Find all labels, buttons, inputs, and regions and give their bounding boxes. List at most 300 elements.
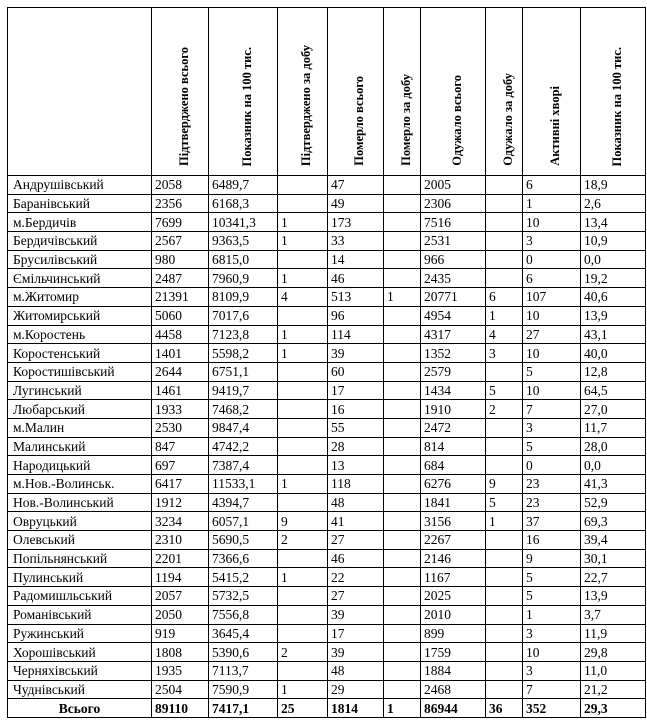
value-cell xyxy=(486,250,523,269)
region-name-cell: м.Нов.-Волинськ. xyxy=(8,475,152,494)
value-cell xyxy=(486,605,523,624)
region-name-cell: Чуднівський xyxy=(8,680,152,699)
region-name-cell: Пулинський xyxy=(8,568,152,587)
value-cell xyxy=(384,437,421,456)
value-cell: 814 xyxy=(421,437,486,456)
region-name-cell: Радомишльський xyxy=(8,587,152,606)
value-cell xyxy=(278,362,328,381)
value-cell xyxy=(384,493,421,512)
value-cell: 6 xyxy=(523,269,581,288)
value-cell: 7 xyxy=(523,400,581,419)
value-cell: 1 xyxy=(278,475,328,494)
value-cell: 1 xyxy=(523,194,581,213)
value-cell: 1 xyxy=(278,680,328,699)
value-cell: 513 xyxy=(328,288,384,307)
region-name-cell: Бердичівський xyxy=(8,232,152,251)
value-cell: 2005 xyxy=(421,176,486,195)
table-row xyxy=(8,344,646,363)
value-cell: 1 xyxy=(486,512,523,531)
value-cell: 1 xyxy=(486,306,523,325)
value-cell: 7017,6 xyxy=(209,306,278,325)
value-cell: 27 xyxy=(523,325,581,344)
value-cell: 10 xyxy=(523,643,581,662)
value-cell: 13,9 xyxy=(581,587,646,606)
value-cell: 4 xyxy=(486,325,523,344)
value-cell: 2306 xyxy=(421,194,486,213)
value-cell: 5 xyxy=(486,493,523,512)
value-cell: 33 xyxy=(328,232,384,251)
value-cell: 1461 xyxy=(152,381,209,400)
value-cell: 7960,9 xyxy=(209,269,278,288)
value-cell: 2267 xyxy=(421,531,486,550)
value-cell: 55 xyxy=(328,418,384,437)
value-cell xyxy=(486,661,523,680)
value-cell: 6276 xyxy=(421,475,486,494)
value-cell: 27 xyxy=(328,587,384,606)
value-cell: 1194 xyxy=(152,568,209,587)
value-cell: 13,4 xyxy=(581,213,646,232)
value-cell: 39,4 xyxy=(581,531,646,550)
value-cell: 10 xyxy=(523,213,581,232)
value-cell: 52,9 xyxy=(581,493,646,512)
value-cell: 13,9 xyxy=(581,306,646,325)
region-name-cell: Нов.-Волинський xyxy=(8,493,152,512)
table-row xyxy=(8,325,646,344)
table-row xyxy=(8,437,646,456)
value-cell: 47 xyxy=(328,176,384,195)
value-cell xyxy=(486,456,523,475)
value-cell: 352 xyxy=(523,699,581,718)
value-cell: 10341,3 xyxy=(209,213,278,232)
value-cell xyxy=(278,587,328,606)
column-header-label: Показник на 100 тис. xyxy=(239,46,254,166)
value-cell: 2579 xyxy=(421,362,486,381)
region-name-cell: Ємільчинський xyxy=(8,269,152,288)
value-cell xyxy=(384,250,421,269)
value-cell: 39 xyxy=(328,643,384,662)
value-cell: 1401 xyxy=(152,344,209,363)
value-cell: 1935 xyxy=(152,661,209,680)
value-cell: 27 xyxy=(328,531,384,550)
value-cell: 2531 xyxy=(421,232,486,251)
value-cell: 86944 xyxy=(421,699,486,718)
value-cell xyxy=(384,325,421,344)
value-cell xyxy=(384,269,421,288)
value-cell: 7366,6 xyxy=(209,549,278,568)
region-name-cell: Андрушівський xyxy=(8,176,152,195)
value-cell: 40,0 xyxy=(581,344,646,363)
value-cell: 966 xyxy=(421,250,486,269)
value-cell: 9847,4 xyxy=(209,418,278,437)
value-cell: 2146 xyxy=(421,549,486,568)
value-cell: 21391 xyxy=(152,288,209,307)
value-cell: 1352 xyxy=(421,344,486,363)
value-cell: 1 xyxy=(278,213,328,232)
value-cell: 1 xyxy=(278,344,328,363)
value-cell: 2468 xyxy=(421,680,486,699)
value-cell xyxy=(486,643,523,662)
value-cell: 10 xyxy=(523,381,581,400)
value-cell: 847 xyxy=(152,437,209,456)
value-cell: 10 xyxy=(523,344,581,363)
value-cell: 7516 xyxy=(421,213,486,232)
value-cell xyxy=(486,194,523,213)
value-cell: 2644 xyxy=(152,362,209,381)
value-cell: 11,0 xyxy=(581,661,646,680)
value-cell: 2025 xyxy=(421,587,486,606)
value-cell: 1 xyxy=(278,325,328,344)
value-cell: 0,0 xyxy=(581,250,646,269)
table-row xyxy=(8,549,646,568)
value-cell: 40,6 xyxy=(581,288,646,307)
value-cell xyxy=(278,661,328,680)
value-cell: 43,1 xyxy=(581,325,646,344)
table-row xyxy=(8,213,646,232)
value-cell: 9419,7 xyxy=(209,381,278,400)
value-cell: 48 xyxy=(328,493,384,512)
value-cell xyxy=(278,176,328,195)
column-header-label: Підтверджено всього xyxy=(176,46,191,166)
column-header-label: Одужало за добу xyxy=(500,73,515,166)
table-row xyxy=(8,661,646,680)
table-body xyxy=(8,176,646,718)
deaths-total-header xyxy=(328,8,384,176)
value-cell: 173 xyxy=(328,213,384,232)
value-cell: 3645,4 xyxy=(209,624,278,643)
region-name-cell: Романівський xyxy=(8,605,152,624)
value-cell xyxy=(486,176,523,195)
column-header-label: Підтверджено за добу xyxy=(299,44,313,166)
value-cell xyxy=(278,418,328,437)
value-cell: 16 xyxy=(328,400,384,419)
value-cell xyxy=(486,232,523,251)
value-cell xyxy=(486,437,523,456)
deaths-daily-header xyxy=(384,8,421,176)
value-cell: 107 xyxy=(523,288,581,307)
value-cell: 46 xyxy=(328,549,384,568)
value-cell xyxy=(486,680,523,699)
value-cell: 1 xyxy=(278,568,328,587)
value-cell: 4394,7 xyxy=(209,493,278,512)
value-cell xyxy=(278,437,328,456)
value-cell: 2567 xyxy=(152,232,209,251)
header-row xyxy=(8,8,646,176)
value-cell xyxy=(384,680,421,699)
value-cell: 6 xyxy=(523,176,581,195)
value-cell xyxy=(384,400,421,419)
value-cell: 10 xyxy=(523,306,581,325)
value-cell: 9 xyxy=(278,512,328,531)
value-cell: 48 xyxy=(328,661,384,680)
value-cell: 46 xyxy=(328,269,384,288)
value-cell: 1841 xyxy=(421,493,486,512)
value-cell xyxy=(278,549,328,568)
value-cell: 3,7 xyxy=(581,605,646,624)
value-cell: 3 xyxy=(523,232,581,251)
value-cell: 1 xyxy=(384,699,421,718)
value-cell: 1 xyxy=(278,269,328,288)
value-cell: 5 xyxy=(523,587,581,606)
value-cell: 9 xyxy=(523,549,581,568)
table-row xyxy=(8,680,646,699)
value-cell: 2050 xyxy=(152,605,209,624)
value-cell: 6168,3 xyxy=(209,194,278,213)
value-cell: 4954 xyxy=(421,306,486,325)
value-cell: 41 xyxy=(328,512,384,531)
value-cell: 3156 xyxy=(421,512,486,531)
value-cell xyxy=(278,306,328,325)
value-cell: 1912 xyxy=(152,493,209,512)
value-cell xyxy=(278,381,328,400)
value-cell: 29,8 xyxy=(581,643,646,662)
value-cell: 9363,5 xyxy=(209,232,278,251)
value-cell xyxy=(278,493,328,512)
column-header-label: Активні хворі xyxy=(548,86,562,166)
recovered-daily-header xyxy=(486,8,523,176)
value-cell: 7387,4 xyxy=(209,456,278,475)
recovered-total-header xyxy=(421,8,486,176)
table-row xyxy=(8,250,646,269)
value-cell: 5 xyxy=(523,362,581,381)
value-cell: 1884 xyxy=(421,661,486,680)
value-cell: 22 xyxy=(328,568,384,587)
value-cell: 1759 xyxy=(421,643,486,662)
value-cell: 3 xyxy=(523,624,581,643)
value-cell: 2310 xyxy=(152,531,209,550)
value-cell: 4317 xyxy=(421,325,486,344)
table-row xyxy=(8,493,646,512)
value-cell xyxy=(486,624,523,643)
value-cell: 1 xyxy=(523,605,581,624)
value-cell: 22,7 xyxy=(581,568,646,587)
column-header-label: Одужало всього xyxy=(449,75,464,166)
value-cell: 2201 xyxy=(152,549,209,568)
value-cell: 114 xyxy=(328,325,384,344)
table-row xyxy=(8,587,646,606)
value-cell: 5390,6 xyxy=(209,643,278,662)
value-cell: 5690,5 xyxy=(209,531,278,550)
value-cell xyxy=(384,512,421,531)
value-cell xyxy=(278,194,328,213)
active-rate-per-100k-header xyxy=(581,8,646,176)
table-row xyxy=(8,512,646,531)
value-cell: 1808 xyxy=(152,643,209,662)
value-cell: 3 xyxy=(523,418,581,437)
value-cell xyxy=(384,568,421,587)
value-cell xyxy=(384,661,421,680)
value-cell: 60 xyxy=(328,362,384,381)
value-cell: 1933 xyxy=(152,400,209,419)
value-cell: 37 xyxy=(523,512,581,531)
value-cell: 899 xyxy=(421,624,486,643)
value-cell xyxy=(384,605,421,624)
value-cell: 2 xyxy=(486,400,523,419)
region-name-cell: Попільнянський xyxy=(8,549,152,568)
region-name-cell: Олевський xyxy=(8,531,152,550)
value-cell: 17 xyxy=(328,624,384,643)
table-row xyxy=(8,418,646,437)
region-name-cell: Овруцький xyxy=(8,512,152,531)
value-cell: 25 xyxy=(278,699,328,718)
value-cell xyxy=(384,456,421,475)
value-cell: 5 xyxy=(486,381,523,400)
table-row xyxy=(8,400,646,419)
region-name-cell: м.Малин xyxy=(8,418,152,437)
region-name-cell: Всього xyxy=(8,699,152,718)
confirmed-total-header xyxy=(152,8,209,176)
value-cell xyxy=(384,549,421,568)
value-cell: 14 xyxy=(328,250,384,269)
value-cell: 39 xyxy=(328,344,384,363)
covid-statistics-table xyxy=(7,7,646,718)
table-row xyxy=(8,475,646,494)
value-cell: 2356 xyxy=(152,194,209,213)
value-cell: 5060 xyxy=(152,306,209,325)
value-cell xyxy=(278,624,328,643)
value-cell: 19,2 xyxy=(581,269,646,288)
value-cell: 1910 xyxy=(421,400,486,419)
value-cell: 7556,8 xyxy=(209,605,278,624)
value-cell: 697 xyxy=(152,456,209,475)
region-name-cell: Ружинський xyxy=(8,624,152,643)
value-cell: 28 xyxy=(328,437,384,456)
value-cell xyxy=(486,531,523,550)
table-row xyxy=(8,288,646,307)
value-cell: 6 xyxy=(486,288,523,307)
value-cell xyxy=(486,568,523,587)
value-cell xyxy=(486,213,523,232)
table-row xyxy=(8,643,646,662)
value-cell: 5415,2 xyxy=(209,568,278,587)
value-cell: 2,6 xyxy=(581,194,646,213)
table-row xyxy=(8,624,646,643)
value-cell: 2057 xyxy=(152,587,209,606)
value-cell: 28,0 xyxy=(581,437,646,456)
value-cell: 7417,1 xyxy=(209,699,278,718)
table-row xyxy=(8,194,646,213)
region-name-cell: Малинський xyxy=(8,437,152,456)
region-name-cell: Любарський xyxy=(8,400,152,419)
value-cell xyxy=(384,176,421,195)
value-cell: 6815,0 xyxy=(209,250,278,269)
value-cell: 12,8 xyxy=(581,362,646,381)
value-cell: 9 xyxy=(486,475,523,494)
value-cell: 4742,2 xyxy=(209,437,278,456)
value-cell: 1 xyxy=(384,288,421,307)
value-cell: 10,9 xyxy=(581,232,646,251)
value-cell xyxy=(384,194,421,213)
total-row xyxy=(8,699,646,718)
region-name-cell: Хорошівський xyxy=(8,643,152,662)
value-cell xyxy=(384,624,421,643)
value-cell: 3 xyxy=(523,661,581,680)
value-cell: 36 xyxy=(486,699,523,718)
value-cell: 2504 xyxy=(152,680,209,699)
column-header-label: Показник на 100 тис. xyxy=(609,46,624,166)
value-cell: 7590,9 xyxy=(209,680,278,699)
region-name-cell: м.Житомир xyxy=(8,288,152,307)
value-cell xyxy=(278,456,328,475)
value-cell: 980 xyxy=(152,250,209,269)
value-cell xyxy=(278,605,328,624)
value-cell xyxy=(384,587,421,606)
value-cell xyxy=(486,549,523,568)
value-cell xyxy=(486,587,523,606)
value-cell: 2472 xyxy=(421,418,486,437)
value-cell: 39 xyxy=(328,605,384,624)
value-cell: 2 xyxy=(278,531,328,550)
value-cell: 6417 xyxy=(152,475,209,494)
value-cell: 17 xyxy=(328,381,384,400)
value-cell xyxy=(384,362,421,381)
region-name-cell: Житомирський xyxy=(8,306,152,325)
table-row xyxy=(8,232,646,251)
region-name-cell: Черняхівський xyxy=(8,661,152,680)
value-cell: 29 xyxy=(328,680,384,699)
value-cell: 5598,2 xyxy=(209,344,278,363)
value-cell: 5 xyxy=(523,437,581,456)
value-cell xyxy=(384,475,421,494)
value-cell xyxy=(384,306,421,325)
column-header-label: Померло за добу xyxy=(398,74,413,166)
value-cell xyxy=(384,418,421,437)
table-row xyxy=(8,568,646,587)
value-cell: 1434 xyxy=(421,381,486,400)
value-cell: 41,3 xyxy=(581,475,646,494)
region-name-cell: Баранівський xyxy=(8,194,152,213)
value-cell: 6489,7 xyxy=(209,176,278,195)
value-cell xyxy=(384,232,421,251)
region-name-cell: м.Коростень xyxy=(8,325,152,344)
value-cell: 0 xyxy=(523,456,581,475)
value-cell: 11,7 xyxy=(581,418,646,437)
value-cell xyxy=(384,344,421,363)
value-cell xyxy=(486,362,523,381)
region-name-cell: Брусилівський xyxy=(8,250,152,269)
value-cell: 1 xyxy=(278,232,328,251)
value-cell: 21,2 xyxy=(581,680,646,699)
table-row xyxy=(8,456,646,475)
value-cell: 27,0 xyxy=(581,400,646,419)
region-name-cell: м.Бердичів xyxy=(8,213,152,232)
region-name-cell: Коростенський xyxy=(8,344,152,363)
table-row xyxy=(8,381,646,400)
table-row xyxy=(8,269,646,288)
value-cell xyxy=(278,400,328,419)
value-cell xyxy=(486,269,523,288)
value-cell: 1167 xyxy=(421,568,486,587)
value-cell: 5732,5 xyxy=(209,587,278,606)
value-cell: 49 xyxy=(328,194,384,213)
value-cell: 2435 xyxy=(421,269,486,288)
value-cell xyxy=(278,250,328,269)
value-cell: 23 xyxy=(523,493,581,512)
region-name-cell: Лугинський xyxy=(8,381,152,400)
region-header xyxy=(8,8,152,176)
value-cell xyxy=(384,531,421,550)
value-cell: 2487 xyxy=(152,269,209,288)
value-cell: 2058 xyxy=(152,176,209,195)
value-cell: 6057,1 xyxy=(209,512,278,531)
active-cases-header xyxy=(523,8,581,176)
value-cell: 16 xyxy=(523,531,581,550)
value-cell: 684 xyxy=(421,456,486,475)
value-cell: 4458 xyxy=(152,325,209,344)
table-row xyxy=(8,531,646,550)
table-row xyxy=(8,362,646,381)
value-cell: 96 xyxy=(328,306,384,325)
value-cell: 64,5 xyxy=(581,381,646,400)
